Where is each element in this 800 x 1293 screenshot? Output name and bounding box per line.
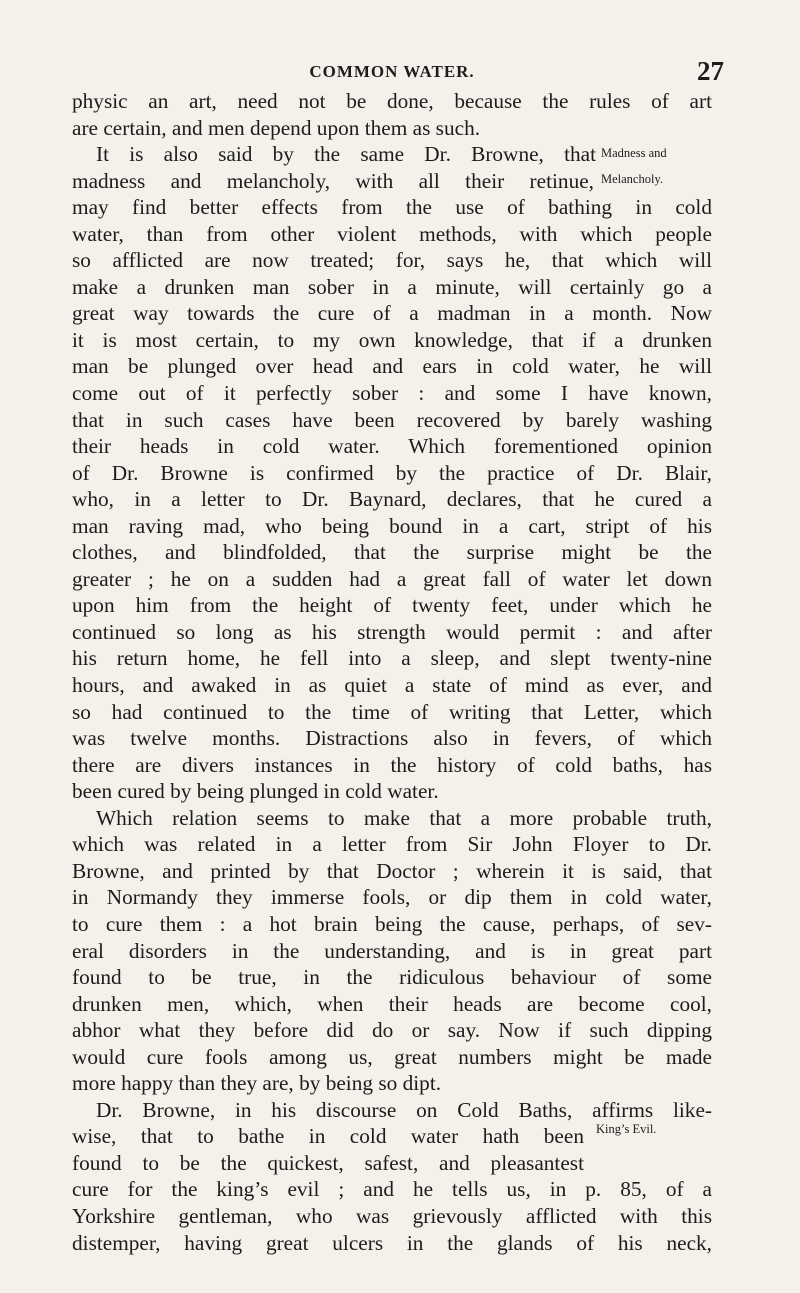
text-line: eral disorders in the understanding, and is in great part bbox=[72, 938, 712, 963]
page-number: 27 bbox=[697, 56, 724, 86]
text-line: who, in a letter to Dr. Baynard, declares, that he cured a bbox=[72, 487, 712, 512]
text-line: that in such cases have been recovered by barely washing bbox=[72, 407, 712, 432]
text-line: are certain, and men depend upon them as such. bbox=[72, 115, 481, 140]
text-line: madness and melancholy, with all their retinue, bbox=[72, 168, 594, 193]
text-line: may find better effects from the use of bathing in cold bbox=[72, 195, 712, 220]
text-line: Which relation seems to make that a more probable truth, bbox=[96, 805, 712, 830]
text-line: upon him from the height of twenty feet, under which he bbox=[72, 593, 712, 618]
text-line: drunken men, which, when their heads are become cool, bbox=[72, 991, 712, 1016]
text-line: continued so long as his strength would permit : and after bbox=[72, 619, 712, 644]
text-line: come out of it perfectly sober : and some I have known, bbox=[72, 381, 712, 406]
margin-note-madness: Madness and bbox=[601, 146, 667, 160]
text-line: found to be true, in the ridiculous behaviour of some bbox=[72, 965, 712, 990]
text-line: it is most certain, to my own knowledge, that if a drunken bbox=[72, 327, 712, 352]
text-line: Yorkshire gentleman, who was grievously afflicted with this bbox=[72, 1203, 712, 1228]
margin-note-kings-evil: King’s Evil. bbox=[596, 1122, 657, 1136]
text-line: physic an art, need not be done, because the rules of art bbox=[72, 89, 712, 113]
text-line: distemper, having great ulcers in the glands of his neck, bbox=[72, 1230, 712, 1255]
text-line: which was related in a letter from Sir John Floyer to Dr. bbox=[72, 832, 712, 857]
text-line: to cure them : a hot brain being the cause, perhaps, of sev- bbox=[72, 911, 712, 936]
body-text bbox=[72, 88, 712, 1256]
running-title: COMMON WATER. bbox=[309, 62, 475, 81]
text-line: wise, that to bathe in cold water hath been bbox=[72, 1124, 584, 1149]
text-line: make a drunken man sober in a minute, will certainly go a bbox=[72, 274, 712, 299]
text-line: so had continued to the time of writing that Letter, which bbox=[72, 699, 712, 724]
running-head bbox=[72, 56, 724, 86]
text-line: would cure fools among us, great numbers might be made bbox=[72, 1044, 712, 1069]
text-line: great way towards the cure of a madman in a month. Now bbox=[72, 301, 712, 326]
text-line: of Dr. Browne is confirmed by the practice of Dr. Blair, bbox=[72, 460, 712, 485]
text-line: water, than from other violent methods, with which people bbox=[72, 221, 712, 246]
text-line: more happy than they are, by being so dipt. bbox=[72, 1071, 442, 1096]
text-line: his return home, he fell into a sleep, and slept twenty-nine bbox=[72, 646, 712, 671]
text-line: man raving mad, who being bound in a cart, stript of his bbox=[72, 513, 712, 538]
text-line: cure for the king’s evil ; and he tells us, in p. 85, of a bbox=[72, 1177, 712, 1202]
text-line: so afflicted are now treated; for, says he, that which will bbox=[72, 248, 712, 273]
text-line: hours, and awaked in as quiet a state of mind as ever, and bbox=[72, 673, 712, 698]
text-line: been cured by being plunged in cold water. bbox=[72, 779, 439, 804]
text-line: It is also said by the same Dr. Browne, that bbox=[96, 142, 596, 167]
text-line: was twelve months. Distractions also in fevers, of which bbox=[72, 726, 712, 751]
text-line: Dr. Browne, in his discourse on Cold Baths, affirms like- bbox=[96, 1097, 712, 1122]
text-line: man be plunged over head and ears in cold water, he will bbox=[72, 354, 712, 379]
text-line: Browne, and printed by that Doctor ; wherein it is said, that bbox=[72, 858, 712, 883]
margin-note-melancholy: Melancholy. bbox=[601, 172, 664, 186]
text-line: clothes, and blindfolded, that the surprise might be the bbox=[72, 540, 712, 565]
text-line: found to be the quickest, safest, and pleasantest bbox=[72, 1150, 584, 1175]
text-line: abhor what they before did do or say. Now if such dipping bbox=[72, 1018, 712, 1043]
text-line: greater ; he on a sudden had a great fall of water let down bbox=[72, 566, 712, 591]
text-line: there are divers instances in the history of cold baths, has bbox=[72, 752, 712, 777]
text-line: their heads in cold water. Which forementioned opinion bbox=[72, 434, 712, 459]
text-line: in Normandy they immerse fools, or dip them in cold water, bbox=[72, 885, 712, 910]
